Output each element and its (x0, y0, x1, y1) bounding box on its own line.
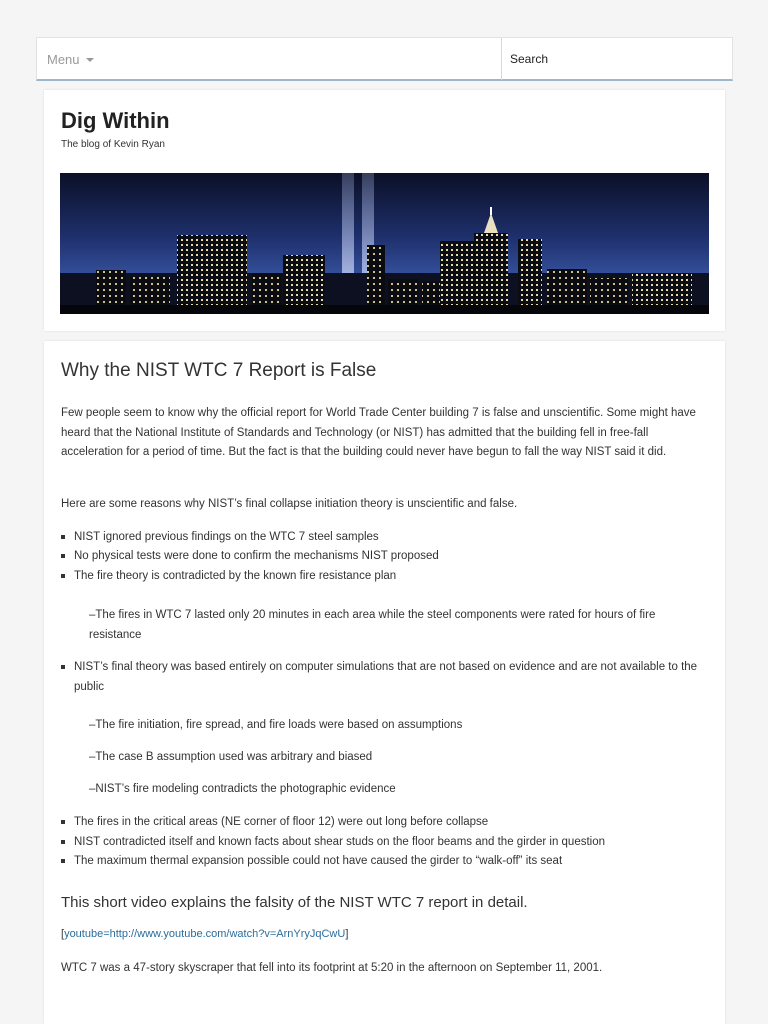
intro-paragraph: Few people seem to know why the official report for World Trade Center building 7 is false and unscientific. Some might have heard that the National Institute of Standards and Technology (or NIST) has admitted that the building fell in free-fall acceleration for a period of time. But the fact is that the building could never have begun to fall the way NIST said it did. (61, 407, 696, 458)
closing-paragraph: WTC 7 was a 47-story skyscraper that fell into its footprint at 5:20 in the afternoon on September 11, 2001. (61, 962, 603, 974)
menu-toggle-button[interactable] (37, 38, 501, 80)
list-item: The maximum thermal expansion possible could not have caused the girder to “walk-off” its seat (74, 851, 699, 871)
sub-point: –The fire initiation, fire spread, and fire loads were based on assumptions (89, 719, 463, 731)
bracket-open: [ (61, 928, 65, 940)
sub-point: –The case B assumption used was arbitrary and biased (89, 751, 373, 763)
article-card (44, 341, 725, 1024)
menu-label: Menu (47, 51, 80, 67)
bracket-close: ] (345, 928, 349, 940)
list-item: NIST contradicted itself and known facts about shear studs on the floor beams and the girder in question (74, 832, 699, 852)
list-item: No physical tests were done to confirm the mechanisms NIST proposed (74, 546, 699, 566)
sub-point: –The fires in WTC 7 lasted only 20 minutes in each area while the steel components were rated for hours of fire resistance (89, 609, 656, 641)
search-box (501, 38, 733, 80)
search-input[interactable] (502, 38, 733, 80)
list-item: The fire theory is contradicted by the known fire resistance plan (74, 566, 699, 586)
header-banner-image (60, 173, 709, 314)
list-item: NIST’s final theory was based entirely on computer simulations that are not based on evidence and are not available to the public (74, 657, 699, 697)
video-link[interactable]: youtube=http://www.youtube.com/watch?v=ArnYryJqCwU (64, 928, 346, 940)
caret-down-icon (86, 58, 94, 62)
video-heading: This short video explains the falsity of the NIST WTC 7 report in detail. (61, 894, 528, 911)
reasons-intro-paragraph: Here are some reasons why NIST’s final collapse initiation theory is unscientific and false. (61, 498, 518, 510)
top-nav-bar (36, 37, 733, 81)
video-link-line (61, 928, 348, 940)
article-title[interactable]: Why the NIST WTC 7 Report is False (61, 360, 377, 381)
site-description: The blog of Kevin Ryan (61, 139, 165, 150)
site-title[interactable]: Dig Within (61, 108, 170, 133)
list-item: The fires in the critical areas (NE corner of floor 12) were out long before collapse (74, 812, 699, 832)
site-header (44, 90, 725, 331)
sub-point: –NIST’s fire modeling contradicts the photographic evidence (89, 783, 396, 795)
list-item: NIST ignored previous findings on the WTC 7 steel samples (74, 527, 699, 547)
